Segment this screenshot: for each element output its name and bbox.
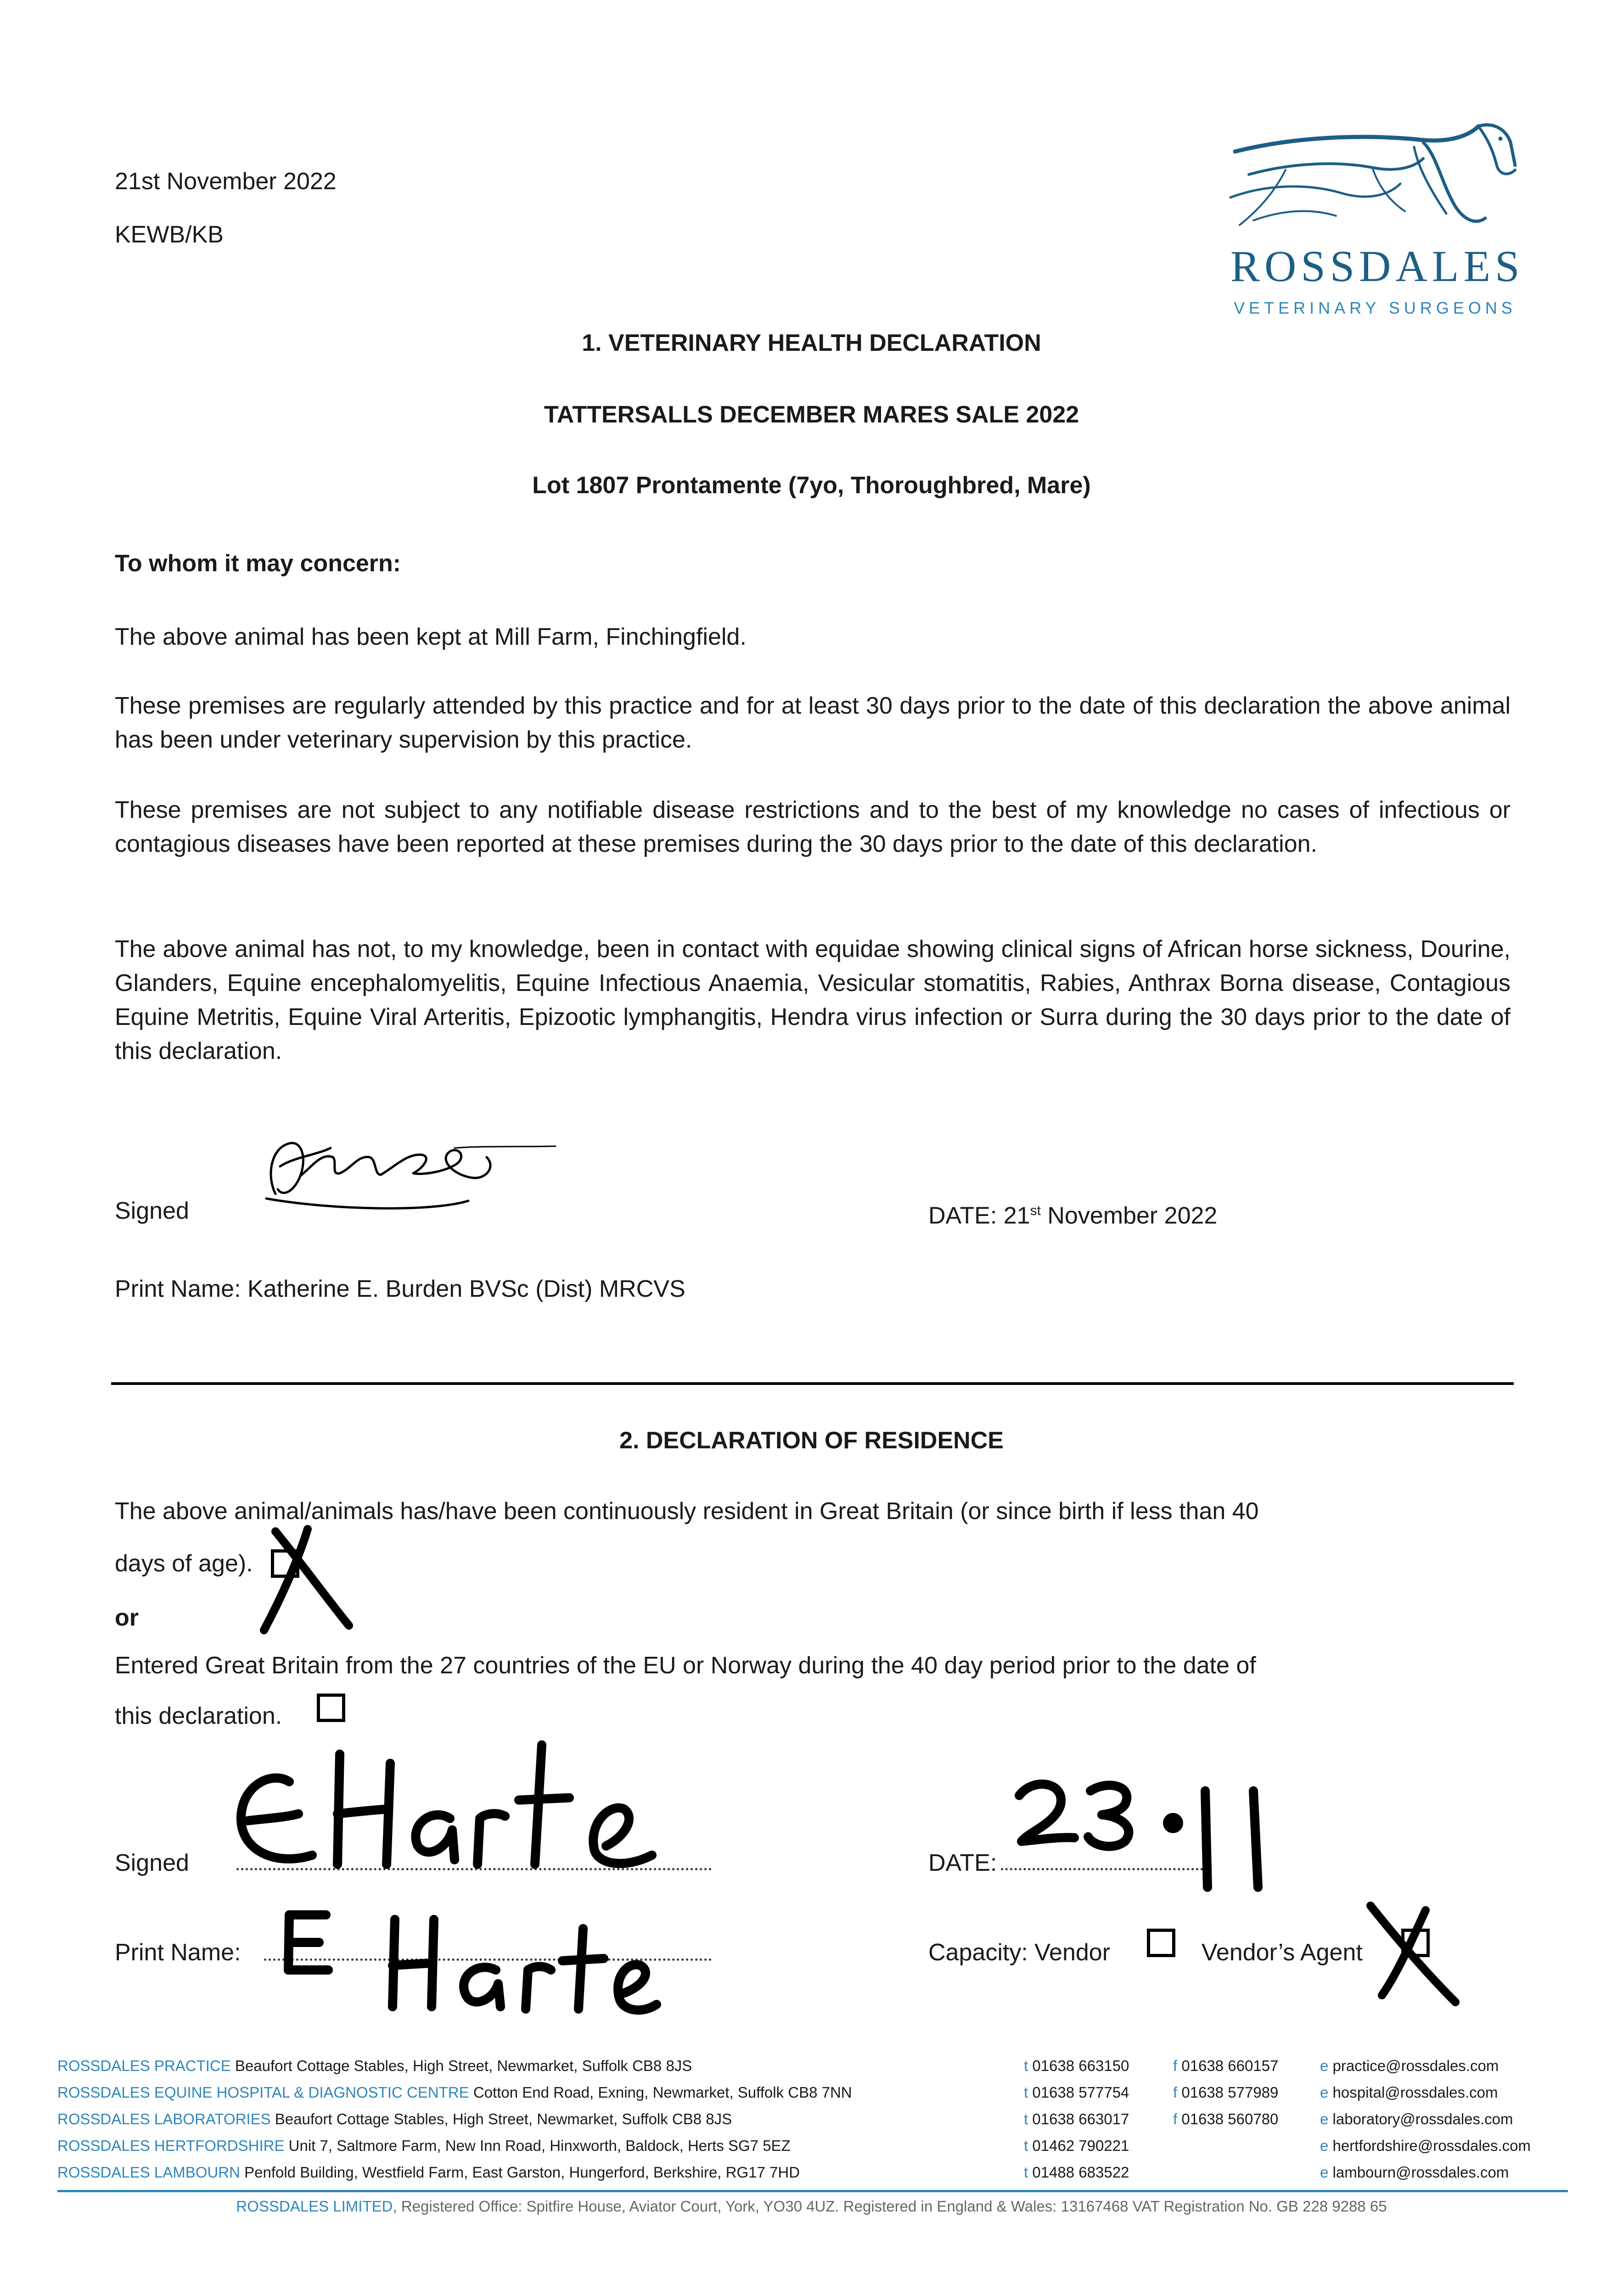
footer-row-hospital-name [57, 2079, 852, 2106]
footer-row-hertfordshire-email [1320, 2133, 1531, 2159]
email-prefix: e [1320, 2057, 1329, 2074]
footer-row-practice-address: Beaufort Cottage Stables, High Street, Newmarket, Suffolk CB8 8JS [230, 2057, 692, 2074]
vendor-signed-label: Signed [115, 1850, 189, 1876]
galloping-horse-icon [1221, 115, 1524, 248]
footer-row-lambourn-email [1320, 2159, 1509, 2186]
footer-row-hospital-tel [1024, 2079, 1129, 2106]
fax-number: 01638 660157 [1181, 2057, 1279, 2074]
tel-prefix: t [1024, 2110, 1028, 2127]
vet-date-suffix: st [1030, 1203, 1041, 1218]
email-prefix: e [1320, 2137, 1329, 2154]
eu-entry-checkbox[interactable] [317, 1694, 345, 1722]
vendor-signature-handwriting [220, 1727, 670, 1883]
footer-row-hertfordshire-address: Unit 7, Saltmore Farm, New Inn Road, Hinxworth, Baldock, Herts SG7 5EZ [284, 2137, 791, 2154]
or-separator: or [115, 1604, 139, 1631]
footer-row-lambourn-name [57, 2159, 800, 2186]
footer-row-lambourn-address: Penfold Building, Westfield Farm, East Garston, Hungerford, Berkshire, RG17 7HD [240, 2164, 800, 2181]
vendor-print-name-handwriting [275, 1901, 661, 2025]
rossdales-logo [1221, 115, 1524, 335]
residence-option1-line2: days of age). [115, 1550, 253, 1577]
footer-row-laboratories-label: ROSSDALES LABORATORIES [57, 2110, 271, 2127]
paragraph-supervision: These premises are regularly attended by this practice and for at least 30 days prior to the date of this declaration the above animal has been under veterinary supervision by this practice. [115, 692, 1511, 753]
paragraph-no-contact: The above animal has not, to my knowledge, been in contact with equidae showing clinical signs of African horse sickness, Dourine, Glanders, Equine encephalomyelitis, Equine Infectious Anaemia, Vesicular stomatitis, Rabies, Anthrax Borna disease, Contagious Equine Metritis, Equine Viral Arteritis, Epizootic lymphangitis, Hendra virus infection or Surra during the 30 days prior to the date of this declaration. [115, 936, 1511, 1064]
salutation: To whom it may concern: [115, 550, 401, 577]
email-prefix: e [1320, 2164, 1329, 2181]
vendor-date-label: DATE: [928, 1850, 997, 1876]
footer-row-laboratories-email [1320, 2106, 1513, 2133]
tel-prefix: t [1024, 2057, 1028, 2074]
fax-prefix: f [1173, 2057, 1178, 2074]
tel-number: 01488 683522 [1032, 2164, 1129, 2181]
email-prefix: e [1320, 2084, 1329, 2101]
section-divider [111, 1382, 1514, 1385]
email-address[interactable]: hospital@rossdales.com [1332, 2084, 1498, 2101]
tel-prefix: t [1024, 2137, 1028, 2154]
vet-date-main: DATE: 21 [928, 1202, 1030, 1229]
sale-title: TATTERSALLS DECEMBER MARES SALE 2022 [544, 401, 1079, 428]
registered-office-text: , Registered Office: Spitfire House, Aviator Court, York, YO30 4UZ. Registered in England & Wales: 13167468 VAT Registration No. GB 228 9288 65 [393, 2198, 1387, 2215]
residence-option1-line1: The above animal/animals has/have been continuously resident in Great Britain (or since birth if less than 40 [115, 1498, 1259, 1525]
registered-office-label: ROSSDALES LIMITED [236, 2198, 393, 2215]
footer-row-practice-label: ROSSDALES PRACTICE [57, 2057, 231, 2074]
footer-row-hospital-fax [1173, 2079, 1278, 2106]
lot-title: Lot 1807 Prontamente (7yo, Thoroughbred, Mare) [532, 472, 1091, 499]
tel-number: 01638 577754 [1032, 2084, 1129, 2101]
vet-date-rest: November 2022 [1040, 1202, 1218, 1229]
fax-prefix: f [1173, 2110, 1178, 2127]
tel-prefix: t [1024, 2084, 1028, 2101]
email-address[interactable]: practice@rossdales.com [1332, 2057, 1499, 2074]
section1-heading: 1. VETERINARY HEALTH DECLARATION [582, 330, 1041, 356]
footer-row-hertfordshire-tel [1024, 2133, 1129, 2159]
letter-date: 21st November 2022 [115, 168, 337, 195]
email-prefix: e [1320, 2110, 1329, 2127]
footer-row-laboratories-tel [1024, 2106, 1129, 2133]
footer-row-hospital-label: ROSSDALES EQUINE HOSPITAL & DIAGNOSTIC CENTRE [57, 2084, 469, 2101]
footer-row-laboratories-fax [1173, 2106, 1278, 2133]
footer-row-practice-name [57, 2053, 692, 2079]
footer-row-hertfordshire-label: ROSSDALES HERTFORDSHIRE [57, 2137, 285, 2154]
footer-row-hertfordshire-name [57, 2133, 791, 2159]
registered-office [0, 2193, 1623, 2220]
tel-number: 01462 790221 [1032, 2137, 1129, 2154]
residence-option2-line2: this declaration. [115, 1703, 282, 1729]
logo-wordmark: ROSSDALES [1230, 242, 1524, 291]
resident-checkbox-cross-mark [250, 1518, 360, 1642]
fax-number: 01638 560780 [1181, 2110, 1279, 2127]
logo-tagline: VETERINARY SURGEONS [1234, 298, 1516, 317]
vendors-agent-label: Vendor’s Agent [1202, 1939, 1363, 1966]
vet-print-name: Print Name: Katherine E. Burden BVSc (Dist) MRCVS [115, 1276, 685, 1302]
footer-row-lambourn-label: ROSSDALES LAMBOURN [57, 2164, 240, 2181]
capacity-vendor-label: Capacity: Vendor [928, 1939, 1111, 1966]
footer-divider [57, 2190, 1568, 2192]
footer-row-laboratories-name [57, 2106, 732, 2133]
fax-prefix: f [1173, 2084, 1178, 2101]
footer-row-practice-fax [1173, 2053, 1278, 2079]
tel-number: 01638 663150 [1032, 2057, 1129, 2074]
footer-row-lambourn-tel [1024, 2159, 1129, 2186]
email-address[interactable]: laboratory@rossdales.com [1332, 2110, 1513, 2127]
residence-option2-line1: Entered Great Britain from the 27 countries of the EU or Norway during the 40 day period prior to the date of [115, 1652, 1256, 1679]
footer-row-laboratories-address: Beaufort Cottage Stables, High Street, Newmarket, Suffolk CB8 8JS [270, 2110, 732, 2127]
footer-row-hospital-address: Cotton End Road, Exning, Newmarket, Suffolk CB8 7NN [469, 2084, 852, 2101]
tel-prefix: t [1024, 2164, 1028, 2181]
footer-row-hospital-email [1320, 2079, 1498, 2106]
paragraph-no-restrictions: These premises are not subject to any notifiable disease restrictions and to the best of my knowledge no cases of infectious or contagious diseases have been reported at these premises during the 30 days prior to the date of this declaration. [115, 797, 1511, 857]
tel-number: 01638 663017 [1032, 2110, 1129, 2127]
vendor-date-handwriting [1010, 1773, 1276, 1896]
reference-code: KEWB/KB [115, 221, 224, 248]
vet-signature [239, 1111, 560, 1217]
fax-number: 01638 577989 [1181, 2084, 1279, 2101]
paragraph-kept-at: The above animal has been kept at Mill Farm, Finchingfield. [115, 624, 747, 650]
email-address[interactable]: lambourn@rossdales.com [1332, 2164, 1509, 2181]
vendor-checkbox[interactable] [1147, 1929, 1175, 1957]
vendors-agent-checkbox-cross-mark [1357, 1894, 1467, 2009]
footer-row-practice-email [1320, 2053, 1499, 2079]
footer-row-practice-tel [1024, 2053, 1129, 2079]
email-address[interactable]: hertfordshire@rossdales.com [1332, 2137, 1531, 2154]
vendor-print-name-label: Print Name: [115, 1939, 241, 1966]
section2-heading: 2. DECLARATION OF RESIDENCE [619, 1427, 1004, 1454]
vet-date [928, 1194, 1217, 1232]
vet-signed-label: Signed [115, 1198, 189, 1224]
